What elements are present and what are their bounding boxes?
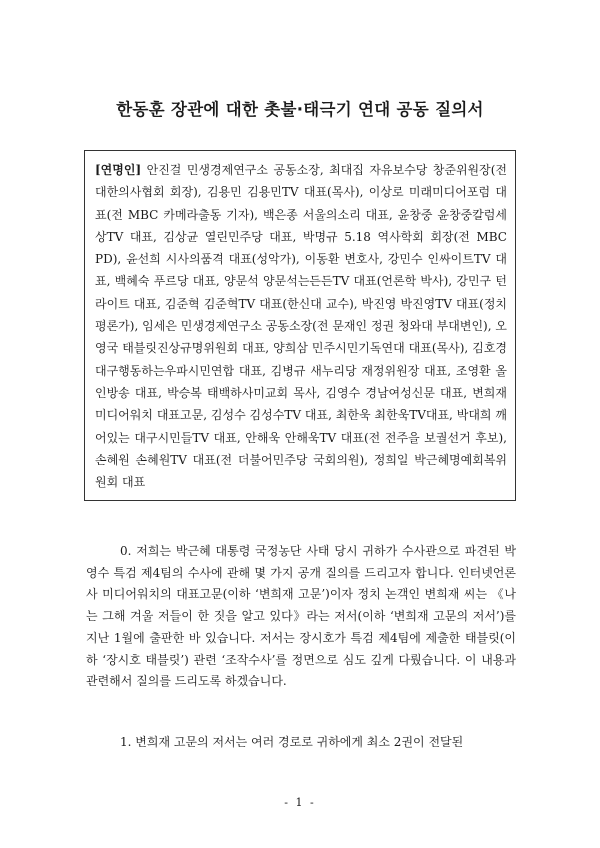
document-title: 한동훈 장관에 대한 촛불·태극기 연대 공동 질의서 bbox=[116, 100, 484, 119]
body-paragraph-1: 1. 변희재 고문의 저서는 여러 경로로 귀하에게 최소 2권이 전달된 bbox=[120, 735, 464, 749]
signers-label: [연명인] bbox=[95, 163, 142, 177]
body-paragraph-0: 0. 저희는 박근혜 대통령 국정농단 사태 당시 귀하가 수사관으로 파견된 박영수 특검 제4팀의 수사에 관해 몇 가지 공개 질의를 드리고자 합니다. 인터넷언론사 미디어워치의 대표고문(이하 ‘변희재 고문’)이자 정치 논객인 변희재 씨는 《나는 그해 겨울 저들이 한 짓을 알고 있다》라는 저서(이하 ‘변희재 고문의 저서’)를 지난 1월에 출판한 바 있습니다. 저서는 장시호가 특검 제4팀에 제출한 태블릿(이하 ‘장시호 태블릿’) 관련 ‘조작수사’를 정면으로 심도 깊게 다뤘습니다. 이 내용과 관련해서 질의를 드리도록 하겠습니다. bbox=[86, 544, 516, 689]
signers-box bbox=[84, 150, 516, 501]
page-number: - 1 - bbox=[284, 796, 316, 809]
signers-text: 안진걸 민생경제연구소 공동소장, 최대집 자유보수당 창준위원장(전 대한의사협회 회장), 김용민 김용민TV 대표(목사), 이상로 미래미디어포럼 대표(전 MBC 카메라출동 기자), 백은종 서울의소리 대표, 윤창중 윤창중칼럼세상TV 대표, 김상균 열린민주당 대표, 박명규 5.18 역사학회 회장(전 MBC PD), 윤선희 시사의품격 대표(성악가), 이동환 변호사, 강민수 인싸이트TV 대표, 백혜숙 푸르당 대표, 양문석 양문석는든든TV 대표(언론학 박사), 강민구 턴라이트 대표, 김준혁 김준혁TV 대표(한신대 교수), 박진영 박진영TV 대표(정치평론가), 임세은 민생경제연구소 공동소장(전 문재인 정권 청와대 부대변인), 오영국 태블릿진상규명위원회 대표, 양희삼 민주시민기독연대 대표(목사), 김호경 대구행동하는우파시민연합 대표, 김병규 새누리당 재정위원장 대표, 조영환 올인방송 대표, 박승복 태백하사미교회 목사, 김영수 경남여성신문 대표, 변희재 미디어워치 대표고문, 김성수 김성수TV 대표, 최한욱 최한욱TV대표, 박대희 깨어있는 대구시민들TV 대표, 안해욱 안해욱TV 대표(전 전주을 보궐선거 후보), 손혜원 손혜원TV 대표(전 더불어민주당 국회의원), 정희일 박근혜명예회복위원회 대표 bbox=[95, 163, 507, 490]
